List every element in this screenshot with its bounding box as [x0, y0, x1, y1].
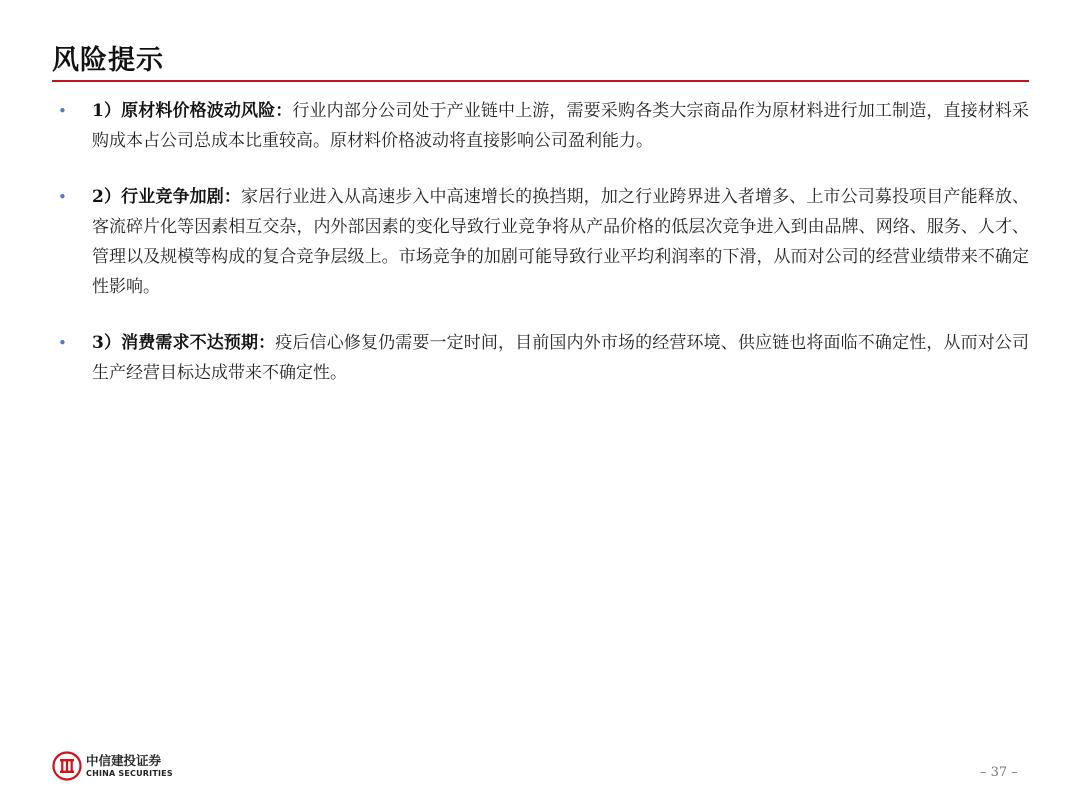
- citic-logo-icon: [52, 751, 82, 781]
- risk-heading: 1）原材料价格波动风险：: [92, 101, 293, 121]
- risk-text: 家居行业进入从高速步入中高速增长的换挡期，加之行业跨界进入者增多、上市公司募投项目产能释放、客流碎片化等因素相互交杂，内外部因素的变化导致行业竞争将从产品价格的低层次竞争进入到由品牌、网络、服务、人才、管理以及规模等构成的复合竞争层级上。市场竞争的加剧可能导致行业平均利润率的下滑，从而对公司的经营业绩带来不确定性影响。: [92, 187, 1029, 297]
- risk-paragraph: [92, 328, 1029, 388]
- logo-english-name: CHINA SECURITIES: [86, 769, 173, 778]
- risk-heading: 3）消费需求不达预期：: [92, 333, 276, 353]
- page-title: 风险提示: [52, 45, 164, 76]
- risk-paragraph: [92, 96, 1029, 156]
- risk-paragraph: [92, 182, 1029, 302]
- risk-item-raw-material: [52, 96, 1029, 156]
- bullet-icon: •: [58, 188, 67, 206]
- risk-item-competition: [52, 182, 1029, 302]
- risk-list: [52, 96, 1029, 414]
- risk-item-demand: [52, 328, 1029, 388]
- company-logo: [52, 751, 173, 781]
- logo-chinese-name: 中信建投证券: [86, 753, 162, 768]
- page-number: – 37 –: [980, 765, 1018, 780]
- risk-text: 疫后信心修复仍需要一定时间，目前国内外市场的经营环境、供应链也将面临不确定性，从而对公司生产经营目标达成带来不确定性。: [92, 333, 1029, 383]
- bullet-icon: •: [58, 102, 67, 120]
- bullet-icon: •: [58, 334, 67, 352]
- risk-heading: 2）行业竞争加剧：: [92, 187, 242, 207]
- risk-text: 行业内部分公司处于产业链中上游，需要采购各类大宗商品作为原材料进行加工制造，直接材料采购成本占公司总成本比重较高。原材料价格波动将直接影响公司盈利能力。: [92, 101, 1029, 151]
- title-divider: [52, 80, 1029, 82]
